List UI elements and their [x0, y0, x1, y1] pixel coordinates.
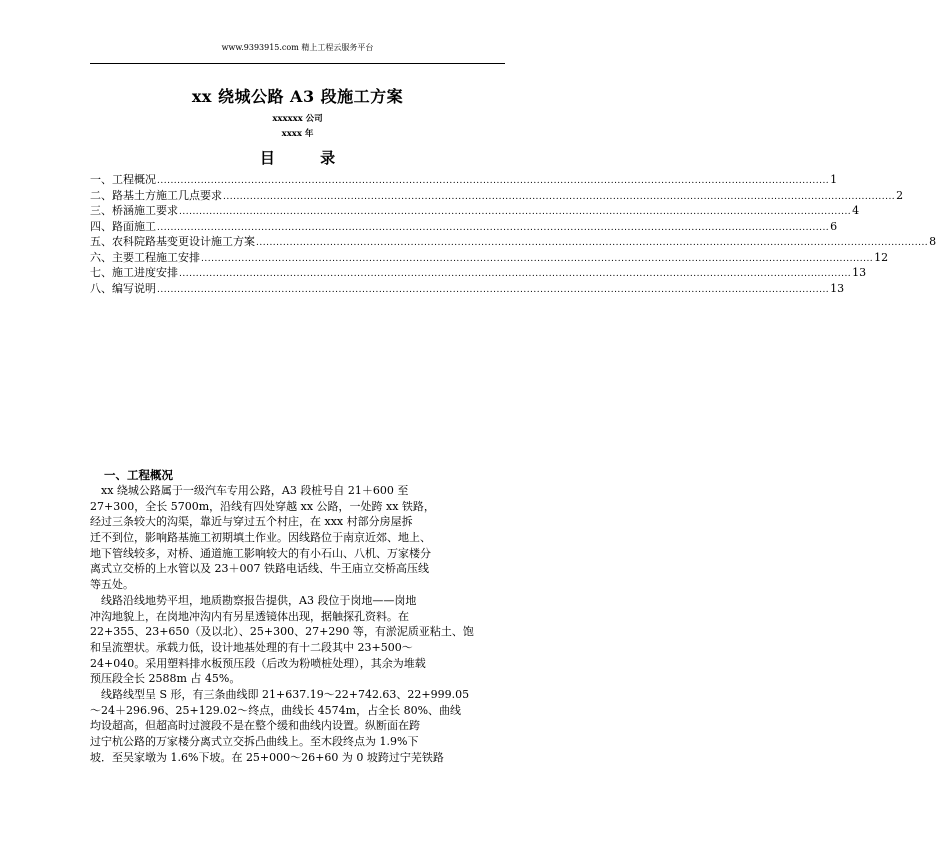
toc-entry-page: 12: [874, 250, 889, 264]
header-rule: [90, 63, 505, 64]
table-of-contents: [90, 171, 936, 295]
paragraph-line: 迁不到位，影响路基施工初期填土作业。因线路位于南京近郊、地上、: [90, 531, 431, 545]
toc-entry[interactable]: [90, 280, 845, 296]
document-year: xxxx 年: [281, 129, 314, 139]
toc-leader-dots: ........................................................................................................................................................................................................: [223, 191, 896, 202]
toc-entry[interactable]: [90, 187, 904, 203]
toc-entry-label: 五、农科院路基变更设计施工方案: [90, 235, 255, 248]
company-name: xxxxxx 公司: [272, 114, 323, 124]
toc-heading: 目 录: [259, 149, 336, 167]
paragraph-line: 冲沟地貌上，在岗地冲沟内有另星透镜体出现，据触探孔资料。在: [90, 609, 409, 623]
paragraph-line: 线路线型呈 S 形，有三条曲线即 21+637.19～22+742.63、22+999.05: [90, 687, 470, 701]
toc-entry[interactable]: [90, 171, 838, 187]
toc-leader-dots: ........................................................................................................................................................................................................: [157, 222, 830, 233]
toc-leader-dots: ........................................................................................................................................................................................................: [157, 176, 830, 186]
toc-leader-dots: ........................................................................................................................................................................................................: [157, 284, 830, 295]
toc-entry-label: 三、桥涵施工要求: [90, 204, 178, 217]
toc-entry-page: 4: [852, 204, 860, 217]
toc-entry-label: 六、主要工程施工安排: [90, 250, 200, 264]
toc-entry-page: 2: [896, 188, 904, 202]
paragraph-line: 24+040。采用塑料排水板预压段（后改为粉喷桩处理），其余为堆载: [90, 656, 426, 670]
toc-entry-label: 四、路面施工: [90, 219, 156, 233]
toc-entry[interactable]: [90, 249, 889, 265]
toc-entry-page: 8: [929, 235, 936, 248]
section-heading: 一、工程概况: [104, 468, 173, 482]
toc-entry[interactable]: [90, 218, 838, 234]
toc-entry-label: 一、工程概况: [90, 173, 156, 186]
paragraph-line: 过宁杭公路的万家楼分离式立交拆凸曲线上。至木段终点为 1.9%下: [90, 735, 419, 748]
paragraph-line: 预压段全长 2588m 占 45%。: [90, 672, 241, 686]
document-title: xx 绕城公路 A3 段施工方案: [191, 87, 404, 106]
toc-entry-page: 1: [830, 173, 838, 186]
toc-entry-label: 二、路基土方施工几点要求: [90, 188, 222, 202]
toc-entry-page: 6: [830, 219, 838, 233]
paragraph-line: 等五处。: [90, 578, 134, 592]
paragraph-line: xx 绕城公路属于一级汽车专用公路，A3 段桩号自 21＋600 至: [90, 484, 409, 497]
toc-entry[interactable]: [90, 264, 867, 280]
toc-entry-page: 13: [830, 281, 845, 295]
paragraph-line: ～24＋296.96、25+129.02～终点，曲线长 4574m，占全长 80%、曲线: [90, 703, 462, 717]
paragraph-line: 离式立交桥的上水管以及 23＋007 铁路电话线、牛王庙立交桥高压线: [90, 562, 429, 576]
toc-leader-dots: ........................................................................................................................................................................................................: [201, 253, 874, 264]
toc-entry[interactable]: [90, 202, 860, 218]
paragraph-line: 坡．至吴家墩为 1.6%下坡。在 25+000～26+60 为 0 坡跨过宁芜铁路: [90, 750, 444, 764]
paragraph-line: 线路沿线地势平坦，地质勘察报告提供，A3 段位于岗地——岗地: [90, 593, 417, 607]
paragraph-line: 22+355、23+650（及以北）、25+300、27+290 等，有淤泥质亚粘土、饱: [90, 625, 474, 639]
paragraph-line: 地下管线较多，对桥、通道施工影响较大的有小石山、八机、万家楼分: [90, 546, 431, 560]
paragraph-line: 均设超高，但超高时过渡段不是在整个缓和曲线内设置。纵断面在跨: [90, 719, 420, 733]
toc-entry-label: 八、编写说明: [90, 281, 156, 295]
section-body: [90, 483, 506, 765]
toc-entry-label: 七、施工进度安排: [90, 266, 178, 279]
page-header-site: www.9393915.com 精上工程云服务平台: [221, 43, 374, 52]
toc-leader-dots: ........................................................................................................................................................................................................: [256, 238, 929, 248]
paragraph-line: 27+300，全长 5700m，沿线有四处穿越 xx 公路，一处跨 xx 铁路，: [90, 499, 435, 513]
toc-leader-dots: ........................................................................................................................................................................................................: [179, 269, 852, 279]
toc-entry-page: 13: [852, 266, 867, 279]
paragraph-line: 经过三条较大的沟渠，靠近与穿过五个村庄，在 xxx 村部分房屋拆: [90, 515, 413, 529]
toc-leader-dots: ........................................................................................................................................................................................................: [179, 207, 852, 217]
toc-entry[interactable]: [90, 233, 936, 249]
paragraph-line: 和呈流塑状。承载力低，设计地基处理的有十二段其中 23+500～: [90, 640, 413, 654]
